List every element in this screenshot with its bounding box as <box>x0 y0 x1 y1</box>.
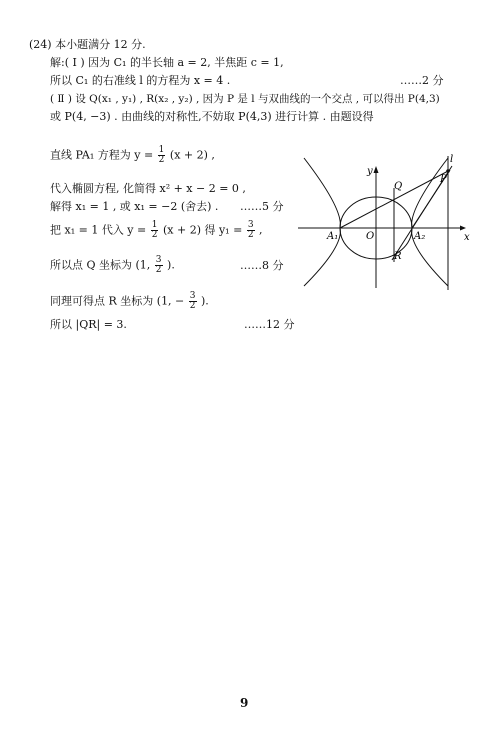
header-line: (24) 本小题满分 12 分. <box>29 38 146 51</box>
geometry-figure <box>296 150 474 290</box>
line-5-text-a: 直线 PA₁ 方程为 y = <box>50 148 154 162</box>
hyperbola-left-branch <box>304 158 340 286</box>
line-9-text-b: ). <box>167 258 175 272</box>
solution-line-2: 所以 C₁ 的右准线 l 的方程为 x = 4 . <box>50 74 231 87</box>
score-8: ……8 分 <box>240 259 284 272</box>
frac-num: 3 <box>189 291 196 301</box>
line-8-text-b: (x + 2) 得 y₁ = <box>162 223 243 237</box>
line-pa1 <box>340 170 450 228</box>
line-10-text-a: 同理可得点 R 坐标为 (1, − <box>50 294 185 308</box>
line-5-text-b: (x + 2) , <box>169 148 215 162</box>
solution-line-4: 或 P(4, −3) . 由曲线的对称性,不妨取 P(4,3) 进行计算 . 由题设得 <box>50 110 374 123</box>
solution-line-6: 代入椭圆方程, 化简得 x² + x − 2 = 0 , <box>50 182 246 195</box>
frac-den: 2 <box>151 230 158 240</box>
solution-line-7: 解得 x₁ = 1 , 或 x₁ = −2 (舍去) . <box>50 200 219 213</box>
label-a2: A₂ <box>414 231 426 242</box>
y-axis-arrow <box>374 166 379 173</box>
line-9-text-a: 所以点 Q 坐标为 (1, <box>50 258 151 272</box>
frac-num: 3 <box>155 255 162 265</box>
page-number: 9 <box>240 696 249 710</box>
label-origin: O <box>366 231 375 242</box>
fraction-three-halves <box>247 221 255 240</box>
point-p <box>446 169 450 173</box>
score-12: ……12 分 <box>244 318 295 331</box>
frac-num: 3 <box>247 220 254 230</box>
fraction-one-half <box>151 221 159 240</box>
frac-num: 1 <box>151 220 158 230</box>
score-5: ……5 分 <box>240 200 284 213</box>
line-8-text-c: , <box>259 223 263 237</box>
score-2: ……2 分 <box>400 74 444 87</box>
label-x: x <box>464 232 470 243</box>
fraction-one-half <box>158 146 166 165</box>
label-l: l <box>450 154 454 165</box>
frac-den: 2 <box>158 155 165 165</box>
solution-line-8 <box>50 221 263 240</box>
solution-line-5 <box>50 146 215 165</box>
line-10-text-b: ). <box>201 294 209 308</box>
solution-line-9 <box>50 256 175 275</box>
line-8-text-a: 把 x₁ = 1 代入 y = <box>50 223 147 237</box>
label-a1: A₁ <box>327 231 339 242</box>
frac-den: 2 <box>155 265 162 275</box>
solution-line-10 <box>50 292 209 311</box>
frac-den: 2 <box>189 301 196 311</box>
x-axis-arrow <box>460 226 466 231</box>
frac-num: 1 <box>158 145 165 155</box>
solution-line-11: 所以 |QR| = 3. <box>50 318 127 331</box>
label-p: P <box>440 174 447 185</box>
label-q: Q <box>394 181 403 192</box>
solution-line-1: 解:( Ⅰ ) 因为 C₁ 的半长轴 a = 2, 半焦距 c = 1, <box>50 56 284 69</box>
fraction-three-halves <box>155 256 163 275</box>
label-y: y <box>367 166 373 177</box>
fraction-three-halves <box>189 292 197 311</box>
solution-line-3: ( Ⅱ ) 设 Q(x₁ , y₁) , R(x₂ , y₂) , 因为 P 是 l 与双曲线的一个交点 , 可以得出 P(4,3) <box>50 93 440 105</box>
frac-den: 2 <box>247 230 254 240</box>
label-r: R <box>394 251 402 262</box>
